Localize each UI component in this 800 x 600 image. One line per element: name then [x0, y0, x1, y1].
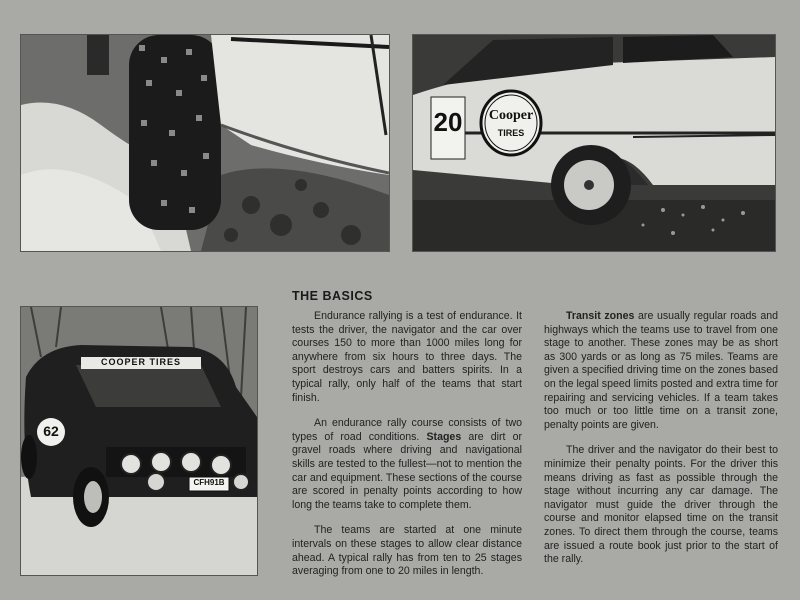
paragraph-text: are usually regular roads and highways which the teams use to travel from one stage to another. These zones may be as short as 300 yards or as long as 75 miles. Teams are given a specified driving time on the zones based on the legal speed limits posted and extra time for repairing and servicing vehicles. If a team takes too much or too little time on a transit zone, penalty points are given.	[544, 310, 778, 431]
paragraph-endurance-rallying: Endurance rallying is a test of endurance. It tests the driver, the navigator and the car over courses 150 to more than 1000 miles long for anywhere from six hours to three days. The sport destroys cars and batters spirits. In a typical rally, only half of the teams that start finish.	[292, 310, 522, 404]
paragraph-transit-zones	[544, 310, 778, 432]
paragraph-start-intervals: The teams are started at one minute intervals on these stages to allow clear distance ahead. A typical rally has from ten to 25 stages averaging from one to 20 miles in length.	[292, 524, 522, 578]
cooper-decal-sub: TIRES	[497, 128, 525, 138]
car-front-number: 62	[43, 423, 59, 439]
photo-rally-car-front	[20, 306, 258, 576]
paragraph-driver-navigator: The driver and the navigator do their best to minimize their penalty points. For the driver this means driving as fast as possible through the stage without incurring any car damage. The navigator must guide the driver through the course and monitor elapsed time on the transit zones. To direct them through the course, teams are issued a route book just prior to the start of the rally.	[544, 444, 778, 566]
photo-rally-car-side	[412, 34, 776, 252]
term-transit-zones: Transit zones	[566, 310, 635, 322]
paragraph-text: are dirt or gravel roads where driving and navigational skills are tested to the fullest—not to mention the car and equipment. These sections of the course are scored in penalty points according to how long the teams take to complete them.	[292, 430, 523, 511]
cooper-decal-brand: Cooper	[488, 108, 534, 123]
paragraph-course-types	[292, 417, 522, 512]
section-heading: THE BASICS	[292, 289, 373, 303]
car-front-banner: COOPER TIRES	[100, 357, 181, 367]
paragraph-text: An endurance rally course consists of two types of road conditions.	[292, 417, 522, 443]
right-text-column	[544, 310, 778, 579]
car-front-plate: CFH91B	[193, 478, 225, 487]
term-stages: Stages	[426, 430, 462, 443]
left-text-column	[292, 310, 522, 591]
car-side-number: 20	[433, 107, 463, 137]
photo-studded-tire-in-snow	[20, 34, 390, 252]
